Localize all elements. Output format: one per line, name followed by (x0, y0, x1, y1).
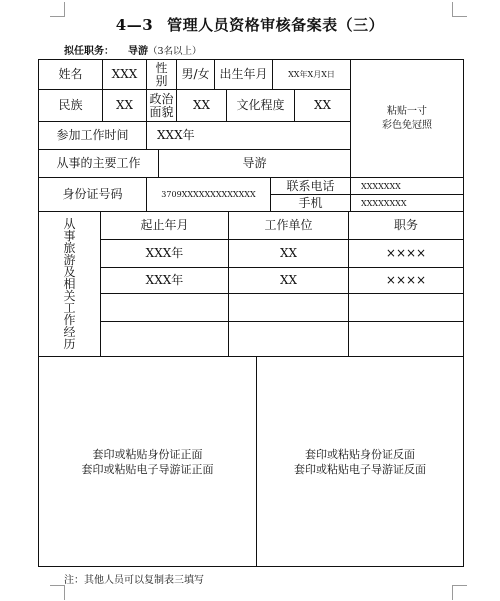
ethnicity-label: 民族 (39, 90, 103, 122)
gender-label: 性别 (147, 60, 177, 90)
mainwork-label: 从事的主要工作 (39, 150, 159, 178)
idcard-front-area[interactable] (39, 357, 257, 566)
exp-row-3-period[interactable] (101, 294, 229, 322)
political-label: 政治面貌 (147, 90, 177, 122)
header-unit: 工作单位 (229, 212, 349, 240)
ethnicity-value[interactable]: XX (103, 90, 147, 122)
photo-label-line1: 粘贴一寸 (387, 105, 427, 117)
footer-note: 注：其他人员可以复制表三填写 (64, 575, 204, 586)
gender-value[interactable]: 男/女 (177, 60, 215, 90)
idcard-back-line2: 套印或粘贴电子导游证反面 (294, 462, 426, 476)
phone-value[interactable]: XXXXXXX (351, 178, 463, 195)
mainwork-value[interactable]: 导游 (159, 150, 351, 178)
idcard-front-line1: 套印或粘贴身份证正面 (92, 447, 203, 461)
exp-row-1-period[interactable]: XXX年 (101, 240, 229, 268)
exp-row-3-unit[interactable] (229, 294, 349, 322)
exp-row-2-duty[interactable]: ×××× (349, 268, 463, 294)
position-line (64, 42, 202, 57)
crop-mark-bottom-right (452, 585, 467, 600)
exp-row-1-duty[interactable]: ×××× (349, 240, 463, 268)
idnum-label: 身份证号码 (39, 178, 147, 212)
exp-row-4-duty[interactable] (349, 322, 463, 357)
photo-label-line2: 彩色免冠照 (382, 119, 432, 131)
phone-label: 联系电话 (271, 178, 351, 195)
position-label: 拟任职务： (64, 46, 114, 57)
workstart-value[interactable]: XXX年 (147, 122, 351, 150)
exp-row-2-period[interactable]: XXX年 (101, 268, 229, 294)
header-period: 起止年月 (101, 212, 229, 240)
birth-label: 出生年月 (215, 60, 273, 90)
mobile-label: 手机 (271, 195, 351, 212)
document-title (0, 14, 500, 35)
position-value: 导游 (128, 46, 148, 57)
workstart-label: 参加工作时间 (39, 122, 147, 150)
exp-row-4-period[interactable] (101, 322, 229, 357)
exp-row-2-unit[interactable]: XX (229, 268, 349, 294)
experience-side-label: 从 事 旅 游 及 相 关 工 作 经 历 (39, 212, 101, 357)
name-value[interactable]: XXX (103, 60, 147, 90)
idcard-back-area[interactable] (257, 357, 463, 566)
name-label: 姓名 (39, 60, 103, 90)
title-number: 4—3 (115, 16, 154, 34)
exp-row-1-unit[interactable]: XX (229, 240, 349, 268)
education-value[interactable]: XX (295, 90, 351, 122)
idcard-front-line2: 套印或粘贴电子导游证正面 (81, 462, 214, 476)
birth-value[interactable]: XX年X月X日 (273, 60, 351, 90)
idnum-value[interactable]: 3709XXXXXXXXXXXXX (147, 178, 271, 212)
mobile-value[interactable]: XXXXXXXX (351, 195, 463, 212)
photo-area (351, 60, 463, 178)
idcard-back-line1: 套印或粘贴身份证反面 (305, 447, 415, 461)
exp-row-3-duty[interactable] (349, 294, 463, 322)
political-value[interactable]: XX (177, 90, 227, 122)
exp-row-4-unit[interactable] (229, 322, 349, 357)
title-text: 管理人员资格审核备案表（三） (167, 16, 385, 34)
education-label: 文化程度 (227, 90, 295, 122)
registration-form-table (38, 59, 464, 567)
crop-mark-bottom-left (50, 585, 65, 600)
position-note: （3名以上） (148, 46, 202, 57)
header-duty: 职务 (349, 212, 463, 240)
